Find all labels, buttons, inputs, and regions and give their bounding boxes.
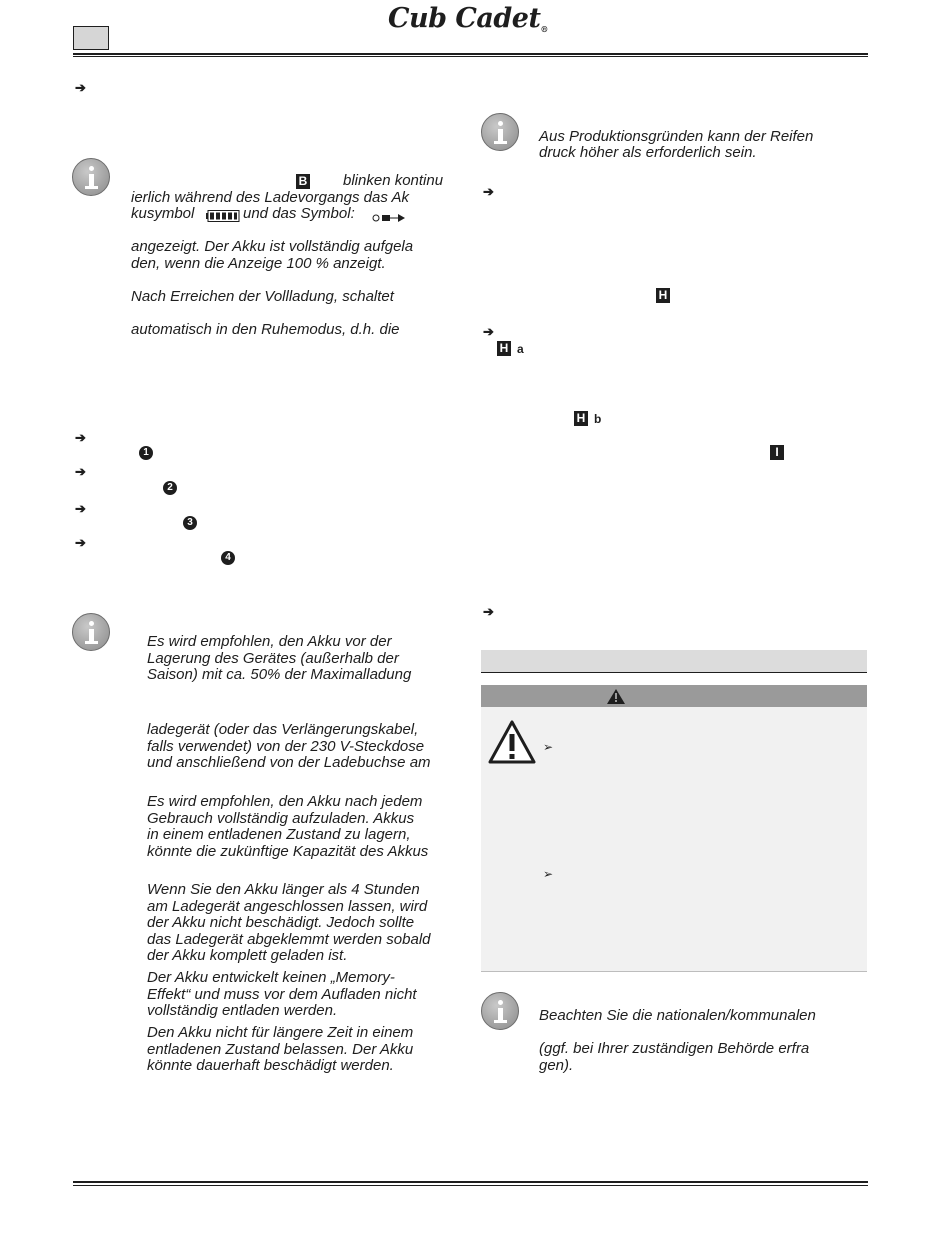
arrow-marker: ➔ [75,464,86,479]
note1-line3a: kusymbol [131,205,195,222]
arrow-marker: ➔ [483,184,494,199]
page-number-box [73,26,109,50]
note2-p4-l3: der Akku nicht beschädigt. Jedoch sollte [147,914,415,931]
note2-p4-l2: am Ladegerät angeschlossen lassen, wird [147,898,428,915]
step-4-circle: 4 [221,551,235,565]
note2-p6-l3: könnte dauerhaft beschädigt werden. [147,1057,394,1074]
ref-suffix-a: a [517,342,524,356]
warning-small-icon [606,688,626,710]
note2-p3-l1: Es wird empfohlen, den Akku nach jedem [147,793,423,810]
header-rule-thin [73,56,868,57]
arrow-marker: ➔ [75,535,86,550]
info-icon [481,992,519,1030]
note1-line3b: und das Symbol: [243,205,355,222]
info-icon [72,158,110,196]
ref-label-b: B [296,174,310,189]
bullet-marker: ➢ [543,867,554,881]
ref-label-h: H [656,288,670,303]
note2-p4-l4: das Ladegerät abgeklemmt werden sobald [147,931,431,948]
note1-line7: automatisch in den Ruhemodus, d.h. die [131,321,400,338]
note2-p1-l2: Lagerung des Gerätes (außerhalb der [147,650,399,667]
note2-p5-l3: vollständig entladen werden. [147,1002,338,1019]
warning-header-bar [481,685,867,707]
tire-note-l1: Aus Produktionsgründen kann der Reifen [539,128,814,145]
footer-rule [73,1181,868,1183]
note2-p4-l5: der Akku komplett geladen ist. [147,947,348,964]
brand-logo: Cub Cadet® [388,3,548,34]
note1-line4: angezeigt. Der Akku ist vollständig aufgela [131,238,414,255]
note2-p1-l1: Es wird empfohlen, den Akku vor der [147,633,392,650]
arrow-marker: ➔ [483,324,494,339]
warning-panel [481,685,867,972]
note2-p5-l1: Der Akku entwickelt keinen „Memory- [147,969,395,986]
note2-p2-l1: ladegerät (oder das Verlängerungskabel, [147,721,419,738]
note2-p1-l3: Saison) mit ca. 50% der Maximalladung [147,666,412,683]
arrow-marker: ➔ [75,501,86,516]
battery-icon [206,209,238,220]
bullet-marker: ➢ [543,740,554,754]
ref-label-h: H [497,341,511,356]
ref-label-h: H [574,411,588,426]
note1-line2: ierlich während des Ladevorgangs das Ak [131,189,409,206]
step-1-circle: 1 [139,446,153,460]
plug-icon [372,210,408,228]
note2-p5-l2: Effekt“ und muss vor dem Aufladen nicht [147,986,417,1003]
note2-p6-l1: Den Akku nicht für längere Zeit in einem [147,1024,414,1041]
disposal-note-l3: gen). [539,1057,574,1074]
note2-p6-l2: entladenen Zustand belassen. Der Akku [147,1041,414,1058]
note1-line6: Nach Erreichen der Vollladung, schaltet [131,288,394,305]
note2-p3-l2: Gebrauch vollständig aufzuladen. Akkus [147,810,415,827]
ref-suffix-b: b [594,412,602,426]
note2-p4-l1: Wenn Sie den Akku länger als 4 Stunden [147,881,420,898]
step-3-circle: 3 [183,516,197,530]
note2-p2-l2: falls verwendet) von der 230 V-Steckdose [147,738,425,755]
arrow-marker: ➔ [75,430,86,445]
arrow-marker: ➔ [75,80,86,95]
arrow-marker: ➔ [483,604,494,619]
disposal-note-l2: (ggf. bei Ihrer zuständigen Behörde erfra [539,1040,810,1057]
note2-p3-l3: in einem entladenen Zustand zu lagern, [147,826,411,843]
disposal-note-l1: Beachten Sie die nationalen/kommunalen [539,1007,816,1024]
step-2-circle: 2 [163,481,177,495]
note1-line5: den, wenn die Anzeige 100 % anzeigt. [131,255,386,272]
tire-note-l2: druck höher als erforderlich sein. [539,144,757,161]
note2-p2-l3: und anschließend von der Ladebuchse am [147,754,431,771]
footer-rule-thin [73,1185,868,1186]
note2-p3-l4: könnte die zukünftige Kapazität des Akkus [147,843,429,860]
info-icon [72,613,110,651]
note1-line1: blinken kontinu [343,172,444,189]
header-rule [73,53,868,55]
section-heading-bar [481,650,867,673]
info-icon [481,113,519,151]
ref-label-i: I [770,445,784,460]
warning-triangle-icon [487,719,537,770]
